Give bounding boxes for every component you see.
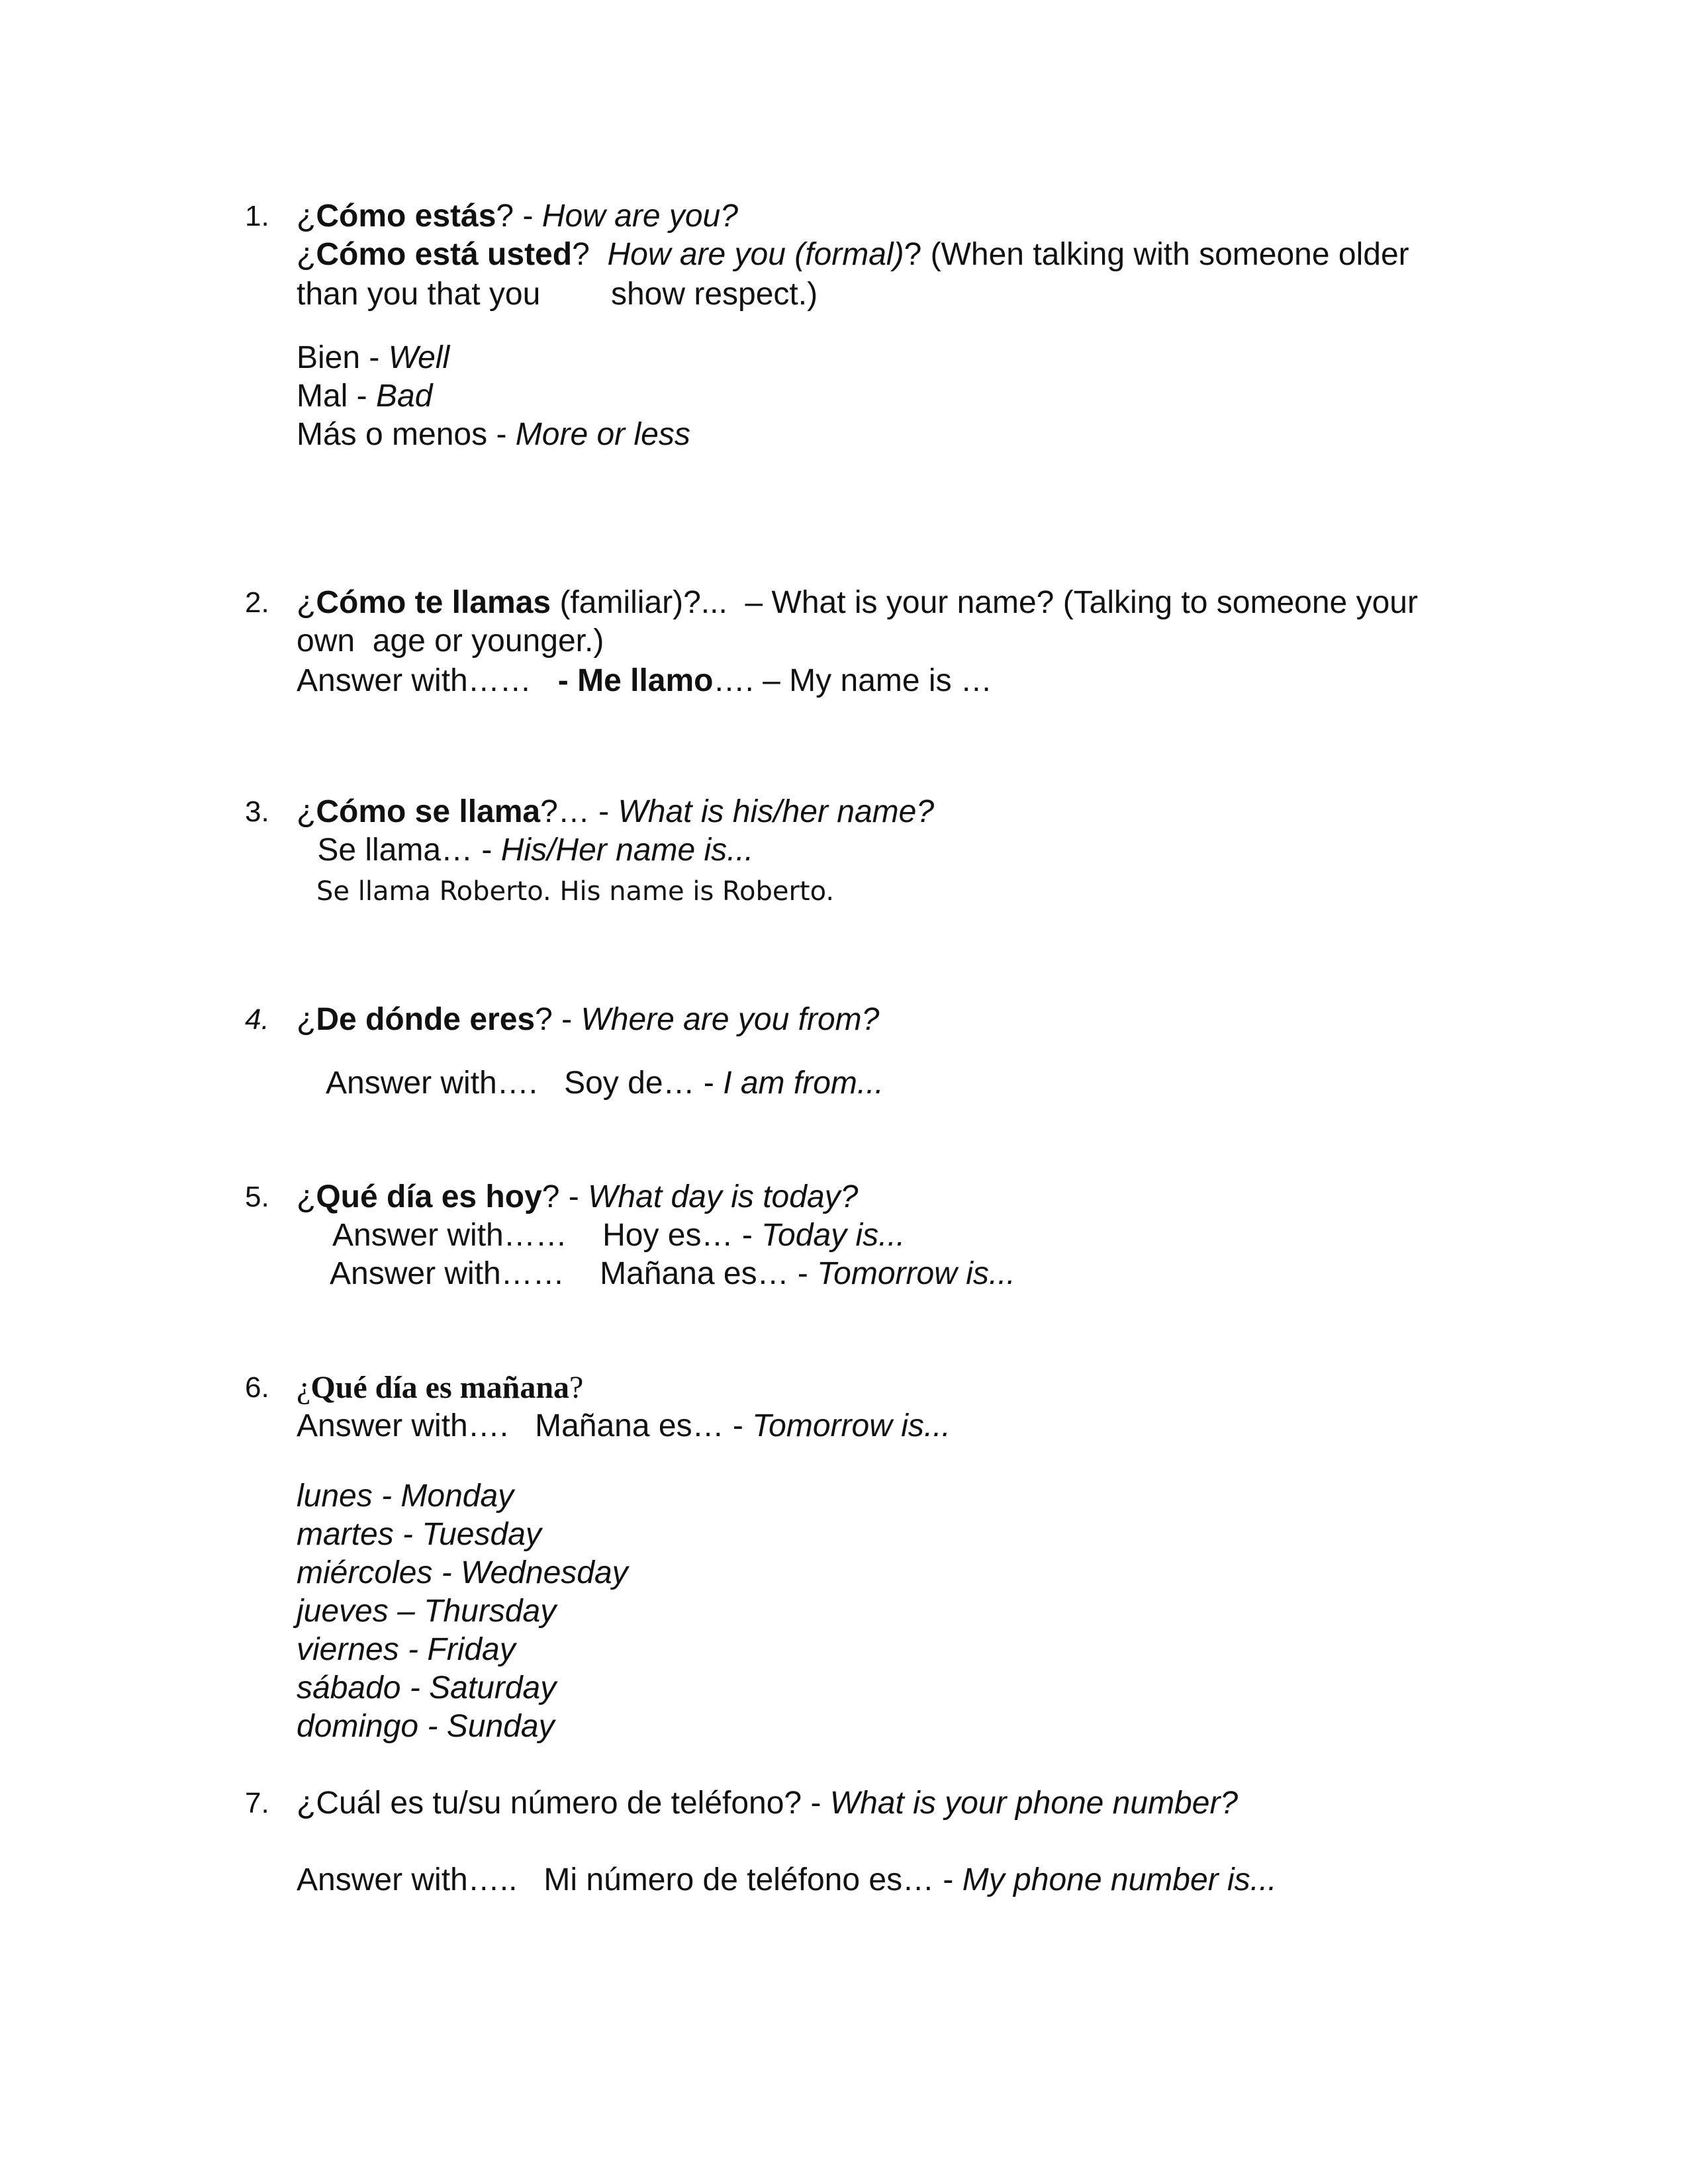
- question-english: How are you (formal): [607, 237, 904, 272]
- question-english: What is his/her name?: [618, 794, 935, 829]
- day-item: lunes - Monday: [297, 1479, 514, 1514]
- item-number: 7.: [245, 1787, 269, 1819]
- answer-line: Answer with…… Hoy es… - Today is...: [332, 1218, 906, 1253]
- question-english: How are you?: [541, 199, 738, 234]
- answer-line: Answer with…. Soy de… - I am from...: [326, 1066, 884, 1101]
- answer-line: Se llama… - His/Her name is...: [308, 833, 754, 868]
- question-spanish: Cómo está usted: [316, 237, 573, 272]
- question-english: What is your phone number?: [829, 1786, 1239, 1821]
- answer-line: Answer with…… Mañana es… - Tomorrow is...: [330, 1256, 1015, 1291]
- item-number: 6.: [245, 1371, 269, 1404]
- question-line: ¿Cómo se llama?… - What is his/her name?: [297, 794, 935, 829]
- day-item: domingo - Sunday: [297, 1709, 555, 1744]
- question-spanish: Cómo estás: [316, 199, 496, 234]
- question-line: ¿Cómo está usted? How are you (formal)? (When talking with someone older: [297, 237, 1409, 272]
- item-number: 3.: [245, 796, 269, 828]
- example-line: Se llama Roberto. His name is Roberto.: [316, 876, 835, 907]
- question-spanish: Qué día es hoy: [316, 1179, 542, 1214]
- answer-line: Answer with….. Mi número de teléfono es… - My phone number is...: [297, 1862, 1277, 1897]
- answer-line: Más o menos - More or less: [297, 417, 690, 452]
- item-number: 1.: [245, 200, 269, 232]
- question-english: Where are you from?: [581, 1002, 880, 1037]
- day-item: martes - Tuesday: [297, 1517, 541, 1552]
- question-spanish: De dónde eres: [316, 1002, 536, 1037]
- item-number: 2.: [245, 586, 269, 619]
- note-line: own age or younger.): [297, 623, 604, 659]
- answer-line: Mal - Bad: [297, 379, 433, 414]
- answer-line: Bien - Well: [297, 340, 450, 375]
- item-number: 5.: [245, 1181, 269, 1213]
- day-item: miércoles - Wednesday: [297, 1555, 628, 1590]
- question-line: ¿Cómo te llamas (familiar)?... – What is your name? (Talking to someone your: [297, 585, 1418, 620]
- day-item: viernes - Friday: [297, 1632, 516, 1667]
- question-english: What day is today?: [588, 1179, 859, 1214]
- question-spanish: Cómo se llama: [316, 794, 541, 829]
- question-line: ¿De dónde eres? - Where are you from?: [297, 1002, 880, 1037]
- question-line: ¿Cómo estás? - How are you?: [297, 199, 738, 234]
- answer-line: Answer with…. Mañana es… - Tomorrow is...: [297, 1408, 951, 1443]
- question-line: ¿Cuál es tu/su número de teléfono? - What is your phone number?: [297, 1786, 1239, 1821]
- question-line: ¿Qué día es hoy? - What day is today?: [297, 1179, 859, 1214]
- answer-line: Answer with…… - Me llamo…. – My name is …: [297, 663, 992, 698]
- question-line: ¿Qué día es mañana?: [297, 1370, 584, 1405]
- note-line: than you that you show respect.): [297, 277, 818, 312]
- day-item: jueves – Thursday: [297, 1594, 557, 1629]
- question-spanish: Cómo te llamas: [316, 585, 551, 620]
- item-number: 4.: [245, 1003, 269, 1036]
- question-spanish: Qué día es mañana: [310, 1370, 570, 1405]
- day-item: sábado - Saturday: [297, 1670, 557, 1706]
